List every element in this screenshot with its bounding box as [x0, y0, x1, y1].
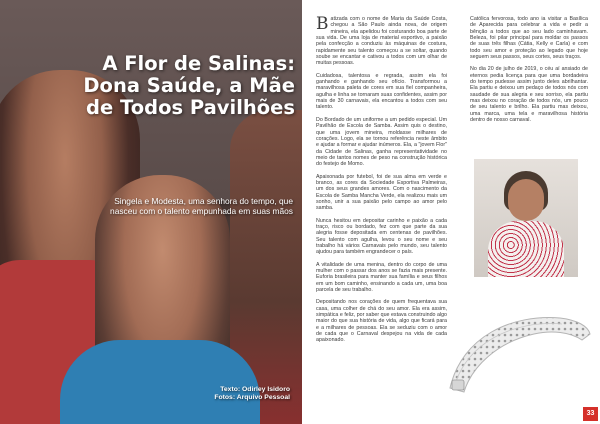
- article-column-2: [470, 16, 588, 130]
- bracelet-illustration: [442, 296, 592, 396]
- drop-cap: B: [316, 14, 329, 34]
- paragraph: No dia 20 de julho de 2019, o céu aí ansiado de eternos pedia licença para que uma bordadeira do tempo pudesse assim junto deles abrilhantar. Ela partiu e deixou um pedaço de todos nós com saudade de sua alegria e seu sorriso, ela partiu mas deixou no coração de todos nós, um pouco de seu talento e brilho. Ela partiu mas deixou, uma marca, uma tela e maravilhosa história dentro de nosso carnaval.: [470, 66, 588, 124]
- portrait-photo: [474, 159, 578, 277]
- paragraph: A vitalidade de uma menina, dentro do corpo de uma mulher com o passar dos anos se fazia mais presente. Euforia brasileira para manter sua família e seus filhos em um bom caminho, ensinando a cada um, uma boa parcela de seu trabalho.: [316, 261, 447, 294]
- credit-text: Texto: Odirley Isidoro: [220, 386, 290, 393]
- paragraph: Batizada com o nome de Maria da Saúde Costa, chegou a São Paulo ainda nova, de origem mineira, ela apelidou foi costurando boa parte de sua vida. De uma loja de material esportivo, a paixão pela confecção a conduziu às máquinas de costura, rapidamente seu talento começou a se soltar, quando soube se encantar e cativou a todos com um olhar de muitas pessoas.: [316, 14, 447, 67]
- article-subtitle: Singela e Modesta, uma senhora do tempo, que nasceu com o talento empunhada em suas mãos: [110, 196, 293, 216]
- paragraph: Depositando nos corações de quem frequentava sua casa, uma colher de chá do seu amor. Ela era assim, simpática e feliz, por saber que estava construindo algo maior do que sua história de vida, algo que ficará para e a milhares de pessoas. Ela se seduziu com o amor de cada que o Carnaval despejou na vida de cada apaixonado.: [316, 299, 447, 344]
- paragraph: Apaixonada por futebol, foi de sua alma em verde e branco, as cores da Sociedade Esportiva Palmeiras, um dos seus grandes amores. Com o nascimento da Escola de Samba Mancha Verde, ela realizou mais um sonho, unir a sua paixão pelo campo ao amor pelo samba.: [316, 173, 447, 212]
- portrait-face: [508, 179, 544, 221]
- paragraph: Do Bordado de um uniforme a um pedido especial. Um Pavilhão de Escola de Samba. Assim quis o destino, que uma jovem mineira, moldasse milhares de corações. Logo, ela se tornou referência neste âmbito e ajudar a formar e ajudar inúmeros. Ela, a "jovem Flor" da Cidade de Salinas, ganha representatividade no meio de tantos nomes de peso na construção histórica do festejo de Momo.: [316, 116, 447, 168]
- paragraph: Nunca hesitou em depositar carinho e paixão a cada traço, risco ou bordado, fez com que parte da sua alegria fosse depositada em centenas de pavilhões. Seu talento com agulha, levou o seu nome e seu trabalho há vários Carnavais pelo mundo, seu talento ajudou para também engrandecer o país.: [316, 217, 447, 256]
- paragraph: Católica fervorosa, todo ano ia visitar a Basílica de Aparecida para celebrar a vida e pedir a bênção a todos que ao seu lado caminhavam. Beleza, foi pilar principal para moldar os passos de suas três filhas (Cátia, Kelly e Carla) e com todo seu amor e proteção ao legado que hoje seguem seus passos, seus cortes, seus traços.: [470, 16, 588, 61]
- photo-credits: [190, 386, 290, 402]
- credit-photos: Fotos: Arquivo Pessoal: [214, 394, 290, 401]
- portrait-blouse: [488, 221, 564, 277]
- page-number: 33: [583, 407, 598, 421]
- article-column-1: [316, 16, 447, 350]
- paragraph: Cuidadosa, talentosa e regrada, assim ela foi ganhando e ganhando seu ofício. Transformou a maravilhosa paleta de cores em sua fiel companheira, agulha e linha se tornaram suas confidentes, assim por mais de 30 carnavais, ela encantou a todos com seu talento.: [316, 72, 447, 111]
- article-title: A Flor de Salinas: Dona Saúde, a Mãe de Todos Pavilhões: [83, 52, 295, 119]
- photo-shirt-blue: [60, 340, 260, 424]
